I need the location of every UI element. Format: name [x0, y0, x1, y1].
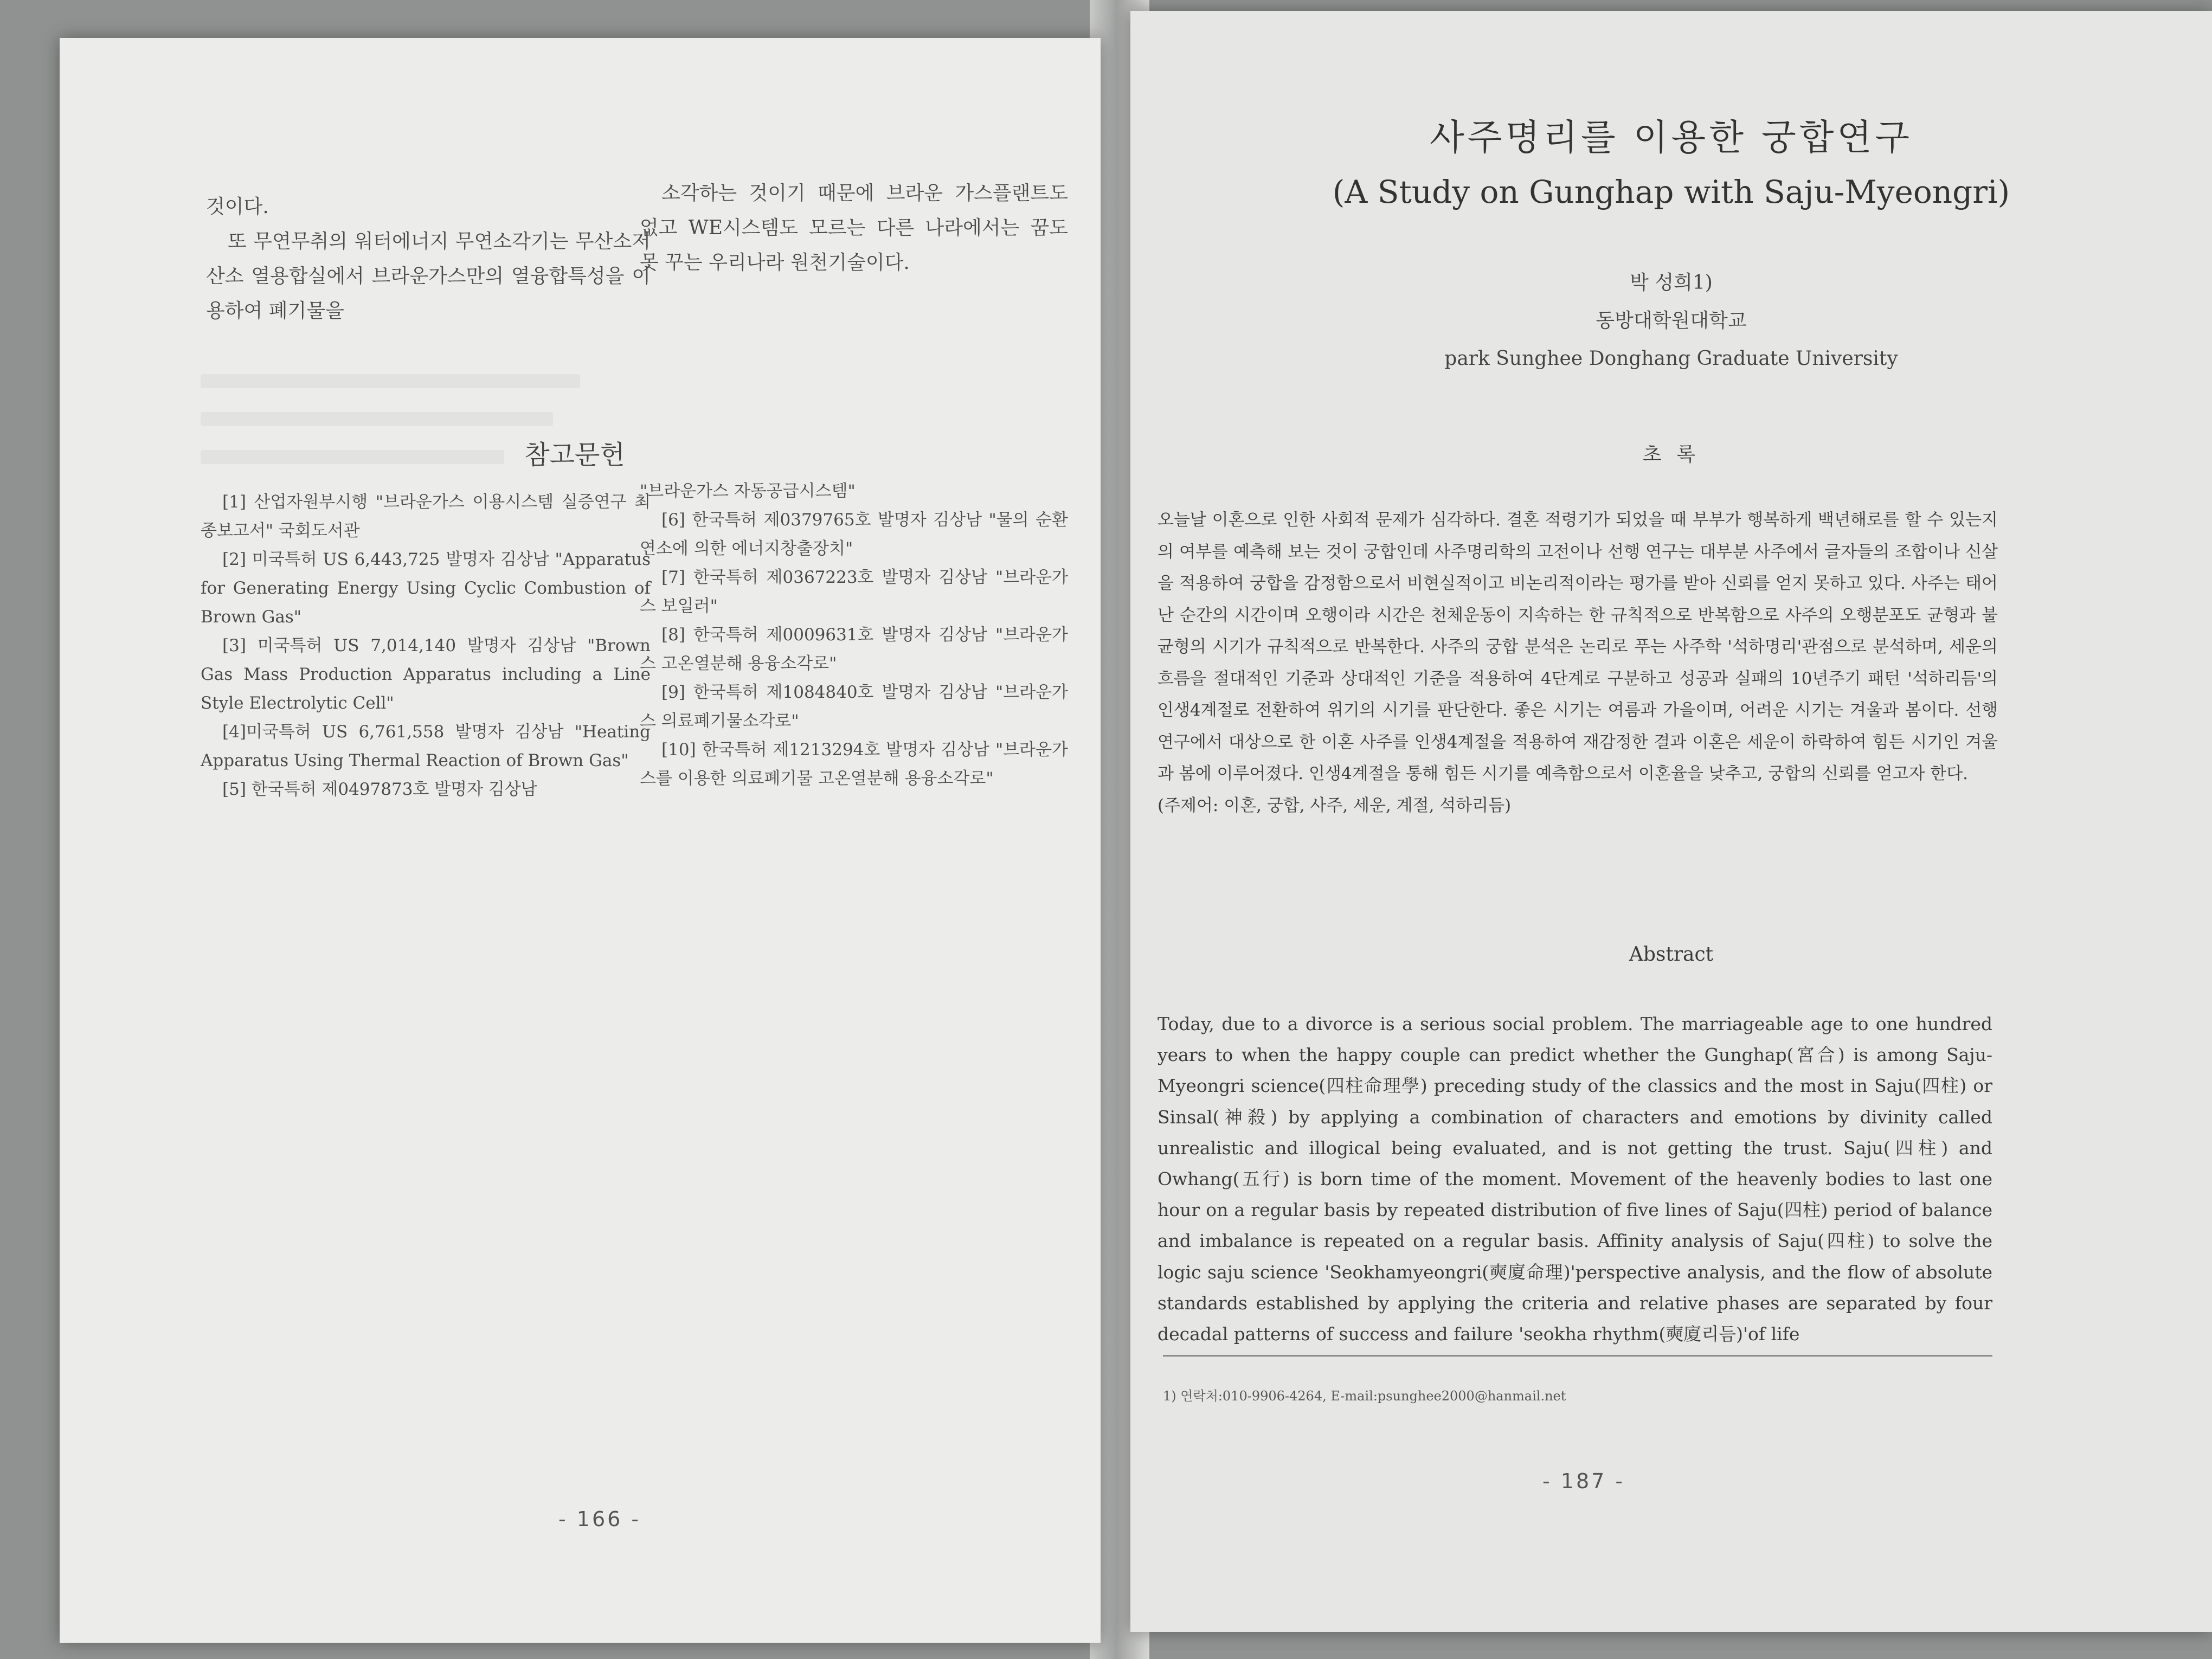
left-column-text [206, 190, 651, 329]
show-through [201, 412, 553, 426]
reference-item: [8] 한국특허 제0009631호 발명자 김상남 "브라운가스 고온열분해 용융소각로" [640, 625, 1068, 673]
keywords-korean: (주제어: 이혼, 궁합, 사주, 세운, 계절, 석하리듬) [1158, 795, 1512, 815]
author-affiliation-korean: 동방대학원대학교 [1596, 310, 1747, 332]
left-page [60, 38, 1101, 1643]
abstract-english-body: Today, due to a divorce is a serious social problem. The marriageable age to one hundred years to when the happy couple can predict whether the Gunghap(宮合) is among Saju-Myeongri science(四柱命理學) preceding study of the classics and the most in Saju(四柱) or Sinsal(神殺) by applying a combination of characters and emotions by divinity called unrealistic and illogical being evaluated, and is not getting the trust. Saju(四柱) and Owhang(五行) is born time of the moment. Movement of the heavenly bodies to last one hour on a regular basis by repeated distribution of five lines of Saju(四柱) period of balance and imbalance is repeated on a regular basis. Affinity analysis of Saju(四柱) to solve the logic saju science 'Seokhamyeongri(奭廈命理)'perspective analysis, and the flow of absolute standards established by applying the criteria and relative phases are separated by four decadal patterns of success and failure 'seokha rhythm(奭廈리듬)'of life [1158, 1013, 1992, 1345]
reference-item: [5] 한국특허 제0497873호 발명자 김상남 [222, 780, 537, 799]
abstract-korean-body: 오늘날 이혼으로 인한 사회적 문제가 심각하다. 결혼 적령기가 되었을 때 부부가 행복하게 백년해로를 할 수 있는지의 여부를 예측해 보는 것이 궁합인데 사주명리학의 고전이나 선행 연구는 대부분 사주에서 글자들의 조합이나 신살을 적용하여 궁합을 감정함으로서 비현실적이고 비논리적이라는 평가를 받아 신뢰를 얻지 못하고 있다. 사주는 태어난 순간의 시간이며 오행이라 시간은 천체운동이 지속하는 한 규칙적으로 반복함으로 사주의 오행분포도 균형과 불균형의 시기가 규칙적으로 반복한다. 사주의 궁합 분석은 논리로 푸는 사주학 '석하명리'관점으로 분석하며, 세운의 흐름을 절대적인 기준과 상대적인 기준을 적용하여 4단계로 구분하고 성공과 실패의 10년주기 패턴 '석하리듬'의 인생4계절로 전환하여 위기의 시기를 판단한다. 좋은 시기는 여름과 가을이며, 어려운 시기는 겨울과 봄이다. 선행 연구에서 대상으로 한 이혼 사주를 인생4계절을 적용하여 재감정한 결과 이혼은 세운이 하락하여 힘든 시기인 겨울과 봄에 이루어졌다. 인생4계절을 통해 힘든 시기를 예측함으로서 이혼율을 낮추고, 궁합의 신뢰를 얻고자 한다. [1158, 510, 1998, 783]
reference-item: [1] 산업자원부시행 "브라운가스 이용시스템 실증연구 최종보고서" 국회도서관 [201, 492, 651, 541]
references-column-2 [640, 477, 1068, 793]
reference-item: [4]미국특허 US 6,761,558 발명자 김상남 "Heating Apparatus Using Thermal Reaction of Brown Gas" [201, 722, 651, 770]
paper-title-english: (A Study on Gunghap with Saju-Myeongri) [1332, 173, 2010, 210]
abstract-korean [1158, 504, 1998, 821]
author-name-korean: 박 성희1) [1630, 272, 1713, 294]
reference-item: "브라운가스 자동공급시스템" [640, 481, 856, 501]
paragraph: 소각하는 것이기 때문에 브라운 가스플랜트도 없고 WE시스템도 모르는 다른 나라에서는 꿈도 못 꾸는 우리나라 원천기술이다. [640, 182, 1068, 274]
references-column-1 [201, 488, 651, 804]
paper-title-korean: 사주명리를 이용한 궁합연구 [1429, 117, 1913, 158]
abstract-english [1158, 1008, 1992, 1349]
show-through [201, 374, 580, 388]
reference-item: [9] 한국특허 제1084840호 발명자 김상남 "브라운가스 의료폐기물소각로" [640, 683, 1068, 731]
page-number: - 166 - [558, 1507, 641, 1531]
footnote: 1) 연락처:010-9906-4264, E-mail:psunghee2000@hanmail.net [1163, 1388, 1566, 1404]
reference-item: [6] 한국특허 제0379765호 발명자 김상남 "물의 순환연소에 의한 에너지창출장치" [640, 510, 1068, 558]
footnote-rule [1163, 1355, 1992, 1356]
reference-item: [3] 미국특허 US 7,014,140 발명자 김상남 "Brown Gas Mass Production Apparatus including a Line Style Electrolytic Cell" [201, 636, 651, 713]
abstract-english-heading: Abstract [1629, 943, 1714, 966]
paragraph: 것이다. [206, 196, 269, 218]
references-heading: 참고문헌 [524, 440, 625, 470]
page-number: - 187 - [1542, 1469, 1625, 1493]
reference-item: [10] 한국특허 제1213294호 발명자 김상남 "브라운가스를 이용한 의료폐기물 고온열분해 용융소각로" [640, 740, 1068, 788]
paragraph: 또 무연무취의 워터에너지 무연소각기는 무산소저산소 열용합실에서 브라운가스만의 열융합특성을 이용하여 폐기물을 [206, 230, 651, 322]
right-column-text [640, 176, 1068, 280]
reference-item: [2] 미국특허 US 6,443,725 발명자 김상남 "Apparatus for Generating Energy Using Cyclic Combustion of Brown Gas" [201, 550, 651, 627]
right-page [1130, 11, 2212, 1632]
author-english: park Sunghee Donghang Graduate University [1444, 348, 1898, 370]
reference-item: [7] 한국특허 제0367223호 발명자 김상남 "브라운가스 보일러" [640, 568, 1068, 616]
abstract-korean-heading: 초 록 [1643, 443, 1700, 466]
